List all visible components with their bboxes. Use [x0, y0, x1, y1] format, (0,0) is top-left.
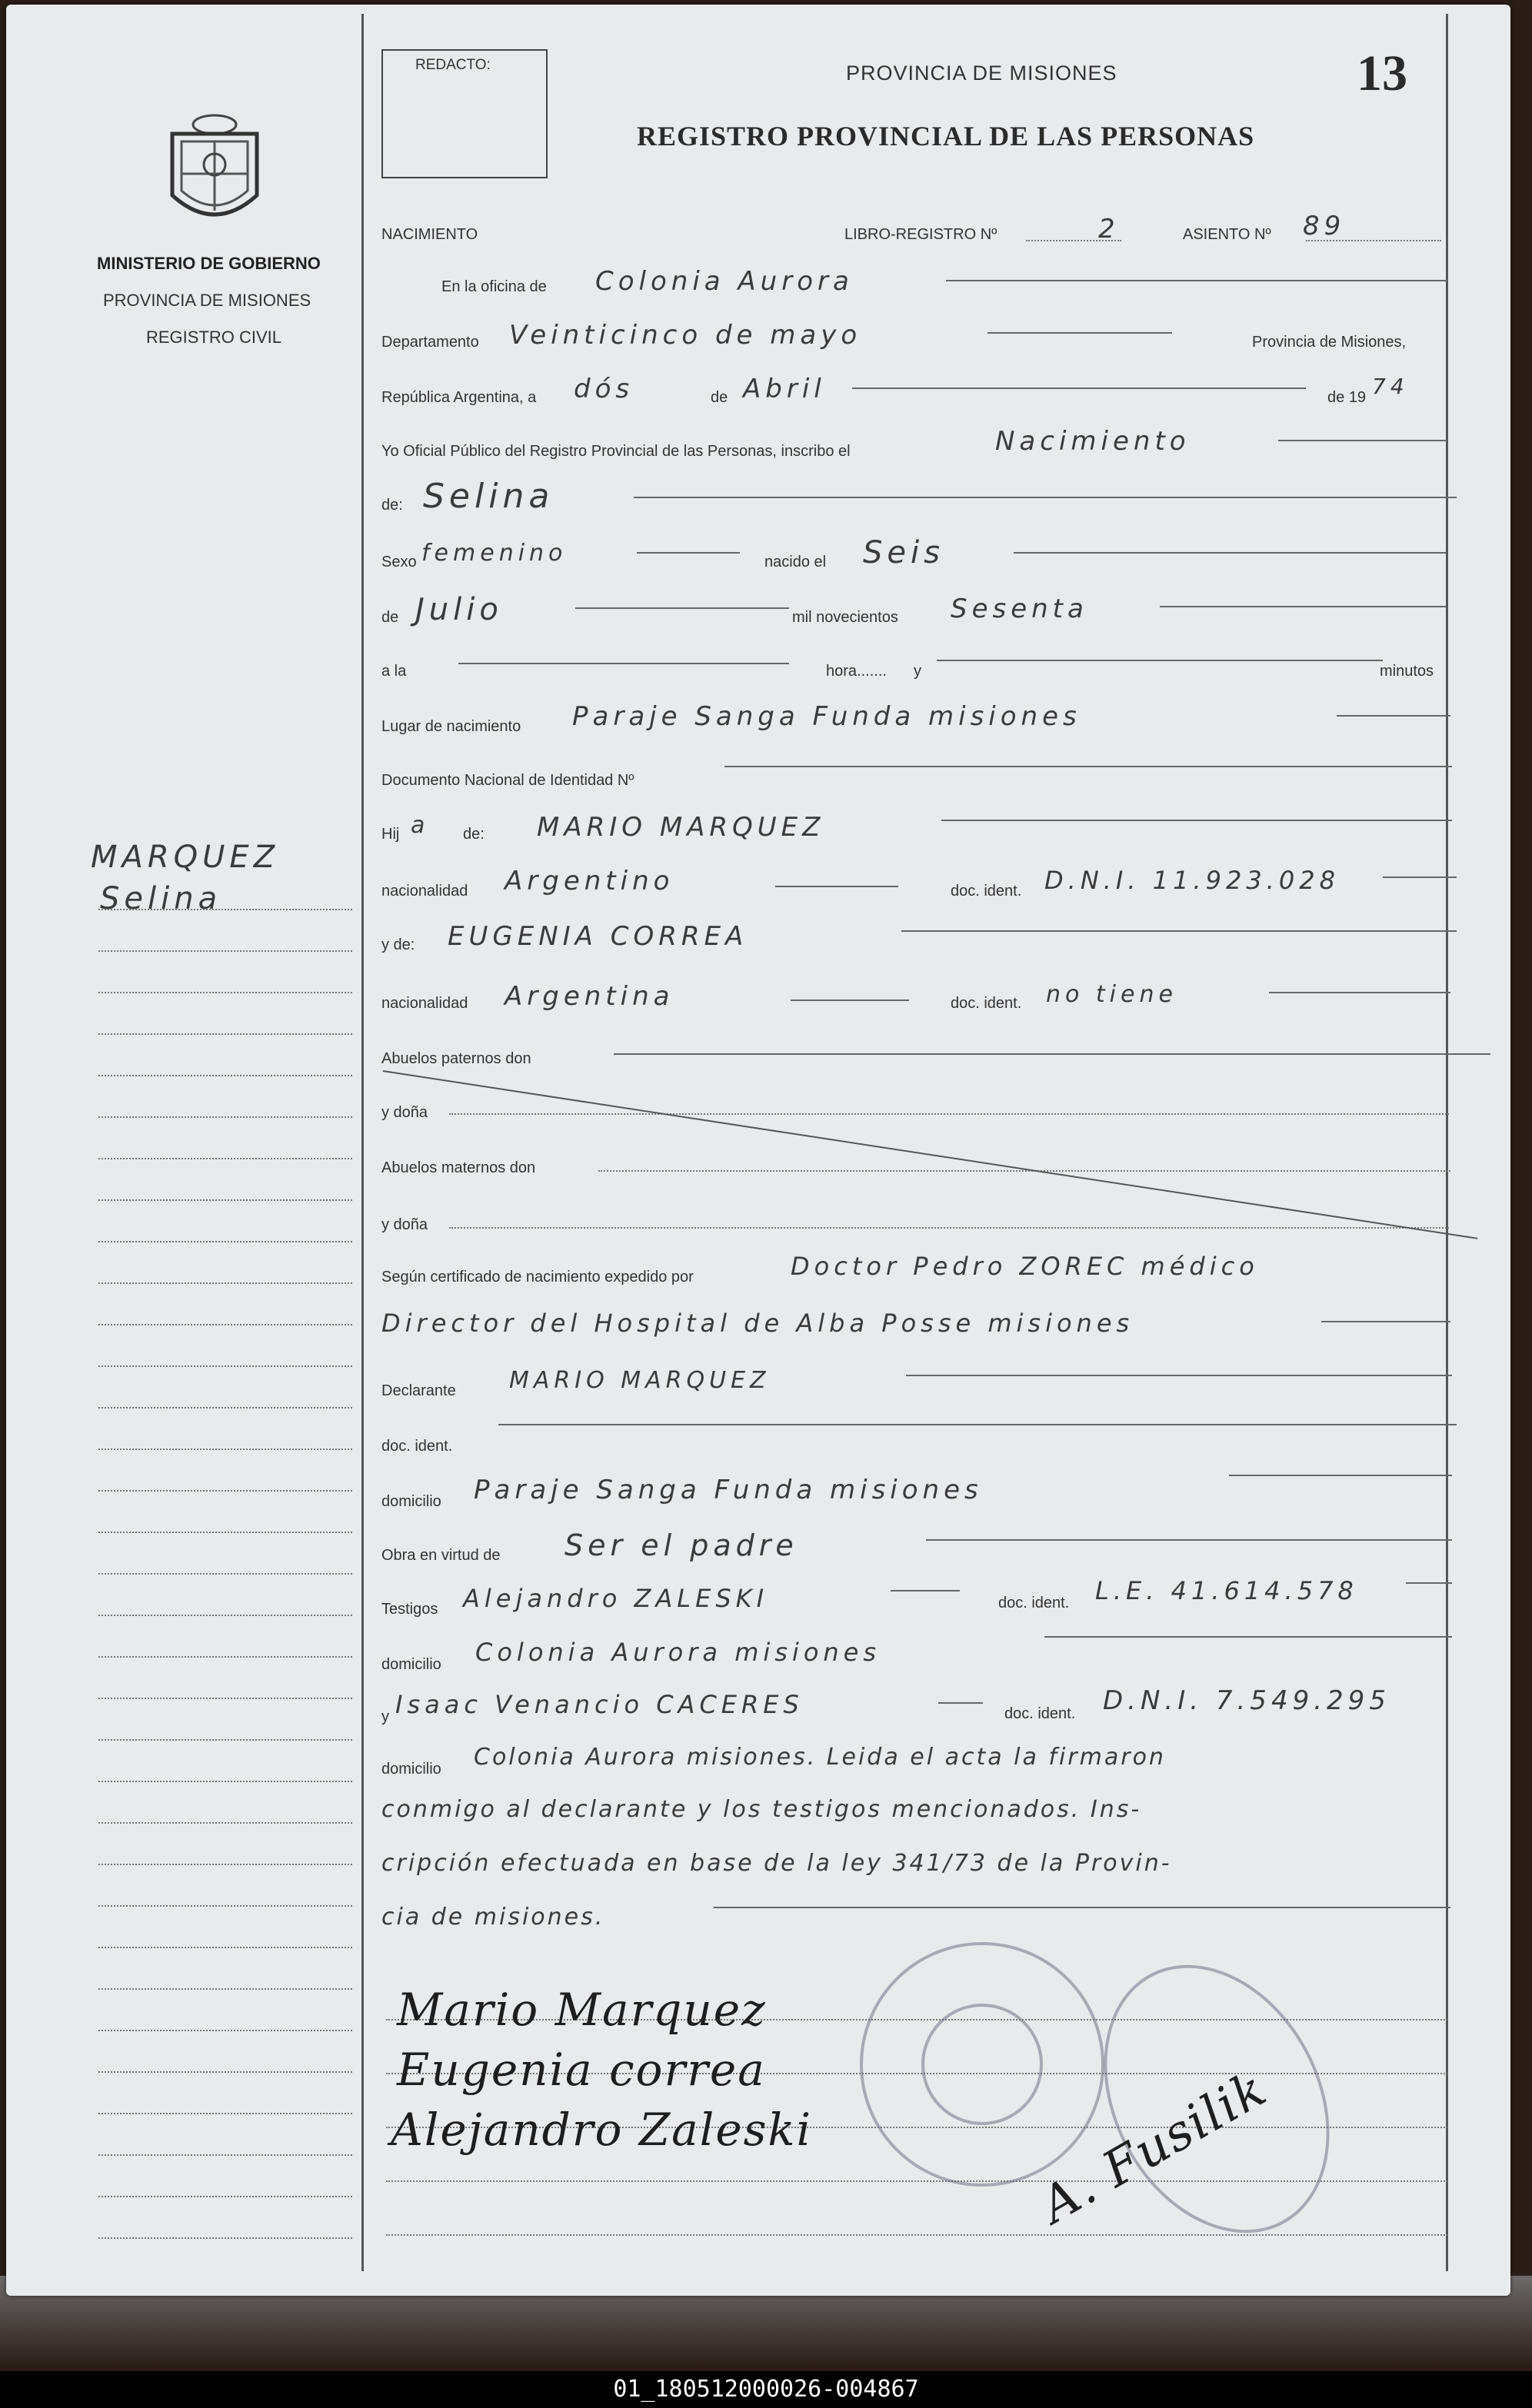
day-value: dós: [574, 374, 634, 404]
sidebar-dotted-line: [98, 1864, 352, 1865]
witness2-line: [938, 1702, 983, 1704]
mother-value: EUGENIA CORREA: [448, 921, 748, 952]
sidebar-dotted-line: [98, 1698, 352, 1699]
certificate-label: Según certificado de nacimiento expedido por: [381, 1269, 694, 1285]
de-label: de: [711, 389, 728, 406]
witness2-doc-label: doc. ident.: [1004, 1705, 1076, 1722]
month-value: Abril: [743, 374, 826, 404]
sidebar-dotted-line: [98, 1241, 352, 1242]
sidebar-dotted-line: [98, 1407, 352, 1409]
mother-line: [901, 930, 1457, 932]
sidebar-dotted-line: [98, 1075, 352, 1076]
province-suffix: Provincia de Misiones,: [1252, 334, 1407, 351]
signature-official: A. Fusilik: [1031, 2060, 1277, 2235]
mother-doc-line: [1269, 992, 1450, 993]
note-end-line: [714, 1907, 1450, 1908]
witness1-line: [891, 1590, 960, 1591]
hour-line-b: [937, 660, 1383, 661]
minutes-label: minutos: [1380, 663, 1434, 680]
sidebar-dotted-line: [98, 1324, 352, 1325]
name-line: [634, 497, 1457, 498]
sidebar-dotted-line: [98, 2113, 352, 2114]
de2-label: de: [381, 609, 399, 626]
witness2-domicile-value: Colonia Aurora misiones. Leida el acta la firmaron: [474, 1744, 1166, 1771]
hour-label: hora.......: [826, 663, 887, 680]
year-label: de 19: [1327, 389, 1367, 406]
year-value: 74: [1372, 374, 1409, 399]
sidebar-dotted-line: [98, 1033, 352, 1035]
asiento-value: 89: [1303, 211, 1346, 241]
sidebar-dotted-line: [98, 1158, 352, 1159]
sidebar-dotted-line: [98, 1988, 352, 1990]
born-month-line: [575, 607, 789, 609]
libro-label: LIBRO-REGISTRO Nº: [844, 226, 997, 243]
inscribe-value: Nacimiento: [995, 426, 1191, 457]
sidebar-dotted-line: [98, 1822, 352, 1824]
sidebar-dotted-line: [98, 1448, 352, 1450]
father-nationality-label: nacionalidad: [381, 883, 468, 900]
sidebar-ministry: MINISTERIO DE GOBIERNO: [97, 254, 321, 273]
sidebar-dotted-line: [98, 2154, 352, 2156]
sidebar-dotted-line: [98, 2237, 352, 2239]
dona-label-1: y doña: [381, 1104, 428, 1121]
maternal-line: [598, 1170, 1450, 1172]
mother-nat-line: [791, 999, 909, 1001]
father-nationality-value: Argentino: [505, 866, 674, 896]
domicile-line: [1229, 1475, 1452, 1476]
note-line-3: cia de misiones.: [381, 1904, 605, 1931]
thousand-label: mil novecientos: [792, 609, 898, 626]
declarant-domicile-label: domicilio: [381, 1493, 441, 1510]
page-number: 13: [1357, 45, 1407, 101]
department-label: Departamento: [381, 334, 479, 351]
birthplace-label: Lugar de nacimiento: [381, 718, 521, 735]
name-value: Selina: [423, 477, 555, 516]
header-province: PROVINCIA DE MISIONES: [846, 62, 1117, 85]
sidebar-dotted-line: [98, 2030, 352, 2031]
born-day-value: Seis: [863, 535, 944, 570]
sex-value: femenino: [421, 540, 568, 567]
inscribe-label: Yo Oficial Público del Registro Provincial de las Personas, inscribo el: [381, 443, 851, 460]
declarant-domicile-value: Paraje Sanga Funda misiones: [474, 1475, 983, 1505]
official-stamp-inner: [921, 2004, 1043, 2125]
signature-mother: Eugenia correa: [397, 2044, 766, 2096]
certificate-value-2: Director del Hospital de Alba Posse misiones: [381, 1309, 1134, 1338]
sidebar-dotted-line: [98, 1490, 352, 1492]
witness2-domicile-label: domicilio: [381, 1761, 441, 1778]
certificate-value-1: Doctor Pedro ZOREC médico: [791, 1252, 1259, 1281]
born-year-value: Sesenta: [951, 594, 1088, 624]
office-label: En la oficina de: [441, 278, 547, 295]
sidebar-dotted-line: [98, 1116, 352, 1118]
margin-rule: [361, 14, 364, 2271]
department-line: [987, 332, 1172, 334]
redacto-label: REDACTO:: [415, 57, 491, 73]
mother-nationality-label: nacionalidad: [381, 995, 468, 1012]
dni-label: Documento Nacional de Identidad Nº: [381, 772, 634, 789]
sidebar-dotted-line: [98, 1781, 352, 1782]
libro-value: 2: [1098, 214, 1120, 244]
father-line: [941, 820, 1452, 821]
sidebar-dotted-line: [98, 1656, 352, 1658]
and-label: y: [914, 663, 921, 680]
and-of-label: y de:: [381, 936, 415, 953]
born-day-line: [1014, 552, 1446, 554]
sidebar-dotted-line: [98, 1282, 352, 1284]
asiento-label: ASIENTO Nº: [1183, 226, 1271, 243]
department-value: Veinticinco de mayo: [509, 320, 862, 351]
coat-of-arms-seal: [165, 111, 265, 234]
witness1-dom-line: [1044, 1636, 1452, 1638]
sex-label: Sexo: [381, 554, 417, 570]
sidebar-dotted-line: [98, 1905, 352, 1907]
sidebar-dotted-line: [98, 1947, 352, 1948]
register-page: [6, 5, 1510, 2296]
sidebar-dotted-line: [98, 1532, 352, 1533]
sidebar-dotted-line: [98, 909, 352, 910]
annotation-name: Selina: [100, 881, 222, 916]
birthplace-value: Paraje Sanga Funda misiones: [572, 701, 1081, 732]
child-suffix-value: a: [411, 812, 430, 839]
declarant-label: Declarante: [381, 1382, 456, 1399]
dona2-line: [449, 1227, 1449, 1229]
dona1-line: [449, 1113, 1449, 1115]
sidebar-dotted-line: [98, 1365, 352, 1367]
signature-declarant: Mario Marquez: [397, 1984, 767, 2036]
sidebar-dotted-line: [98, 2071, 352, 2073]
witness1-domicile-value: Colonia Aurora misiones: [475, 1638, 881, 1667]
sidebar-province: PROVINCIA DE MISIONES: [103, 291, 311, 310]
witness1-doc-label: doc. ident.: [998, 1595, 1070, 1611]
declarant-value: MARIO MARQUEZ: [509, 1367, 771, 1394]
sidebar-dotted-line: [98, 1573, 352, 1575]
signature-witness: Alejandro Zaleski: [391, 2104, 813, 2156]
mother-nationality-value: Argentina: [505, 981, 674, 1012]
sidebar-dotted-line: [98, 1615, 352, 1616]
note-line-1: conmigo al declarante y los testigos mencionados. Ins-: [381, 1796, 1142, 1823]
header-registry: REGISTRO PROVINCIAL DE LAS PERSONAS: [637, 121, 1255, 151]
office-line: [946, 280, 1447, 281]
father-value: MARIO MARQUEZ: [537, 812, 825, 843]
sidebar-dotted-line: [98, 992, 352, 993]
birthplace-line: [1337, 715, 1450, 717]
hour-line-a: [458, 663, 789, 664]
acts-label: Obra en virtud de: [381, 1547, 501, 1564]
witness2-prefix: y: [381, 1708, 389, 1725]
witness1-domicile-label: domicilio: [381, 1656, 441, 1673]
father-doc-value: D.N.I. 11.923.028: [1044, 866, 1340, 895]
office-value: Colonia Aurora: [595, 266, 854, 297]
acts-line: [926, 1539, 1452, 1541]
sidebar-office: REGISTRO CIVIL: [146, 328, 282, 347]
declarant-line: [906, 1375, 1452, 1376]
record-type-label: NACIMIENTO: [381, 226, 478, 243]
paternal-line: [614, 1053, 1490, 1055]
declarant-doc-line: [498, 1424, 1457, 1425]
father-doc-line: [1383, 876, 1457, 878]
dni-line: [724, 766, 1452, 767]
cancel-diagonal: [383, 1070, 1478, 1239]
image-caption: 01_180512000026-004867: [0, 2371, 1532, 2408]
annotation-surname: MARQUEZ: [91, 840, 280, 875]
sidebar-dotted-line: [98, 1199, 352, 1201]
note-line-2: cripción efectuada en base de la ley 341/73 de la Provin-: [381, 1850, 1172, 1877]
republic-label: República Argentina, a: [381, 389, 537, 406]
right-rule: [1446, 14, 1448, 2271]
witness1-doc-line: [1406, 1582, 1452, 1584]
born-month-value: Julio: [415, 592, 503, 627]
witness1-value: Alejandro ZALESKI: [463, 1584, 769, 1613]
father-nat-line: [775, 886, 898, 887]
maternal-label: Abuelos maternos don: [381, 1159, 536, 1176]
father-doc-label: doc. ident.: [951, 883, 1022, 900]
mother-doc-value: no tiene: [1046, 981, 1177, 1008]
of-label: de:: [381, 497, 403, 514]
child-label-de: de:: [463, 826, 485, 843]
certificate-line: [1321, 1321, 1450, 1322]
at-label: a la: [381, 663, 407, 680]
paternal-label: Abuelos paternos don: [381, 1050, 531, 1067]
witness1-doc-value: L.E. 41.614.578: [1095, 1576, 1358, 1605]
witness2-doc-value: D.N.I. 7.549.295: [1103, 1685, 1390, 1716]
inscribe-line: [1278, 440, 1447, 441]
acts-value: Ser el padre: [565, 1528, 798, 1562]
sidebar-dotted-line: [98, 1739, 352, 1741]
date-line: [852, 387, 1306, 389]
witnesses-label: Testigos: [381, 1601, 438, 1618]
witness2-value: Isaac Venancio CACERES: [395, 1690, 804, 1719]
born-year-line: [1160, 606, 1446, 607]
sidebar-dotted-line: [98, 2196, 352, 2197]
mother-doc-label: doc. ident.: [951, 995, 1022, 1012]
sidebar-dotted-line: [98, 950, 352, 952]
dona-label-2: y doña: [381, 1216, 428, 1233]
child-label-prefix: Hij: [381, 826, 400, 843]
signature-dots-4: [386, 2234, 1447, 2236]
sex-line: [637, 552, 740, 554]
born-label: nacido el: [764, 554, 827, 570]
declarant-doc-label: doc. ident.: [381, 1438, 453, 1455]
